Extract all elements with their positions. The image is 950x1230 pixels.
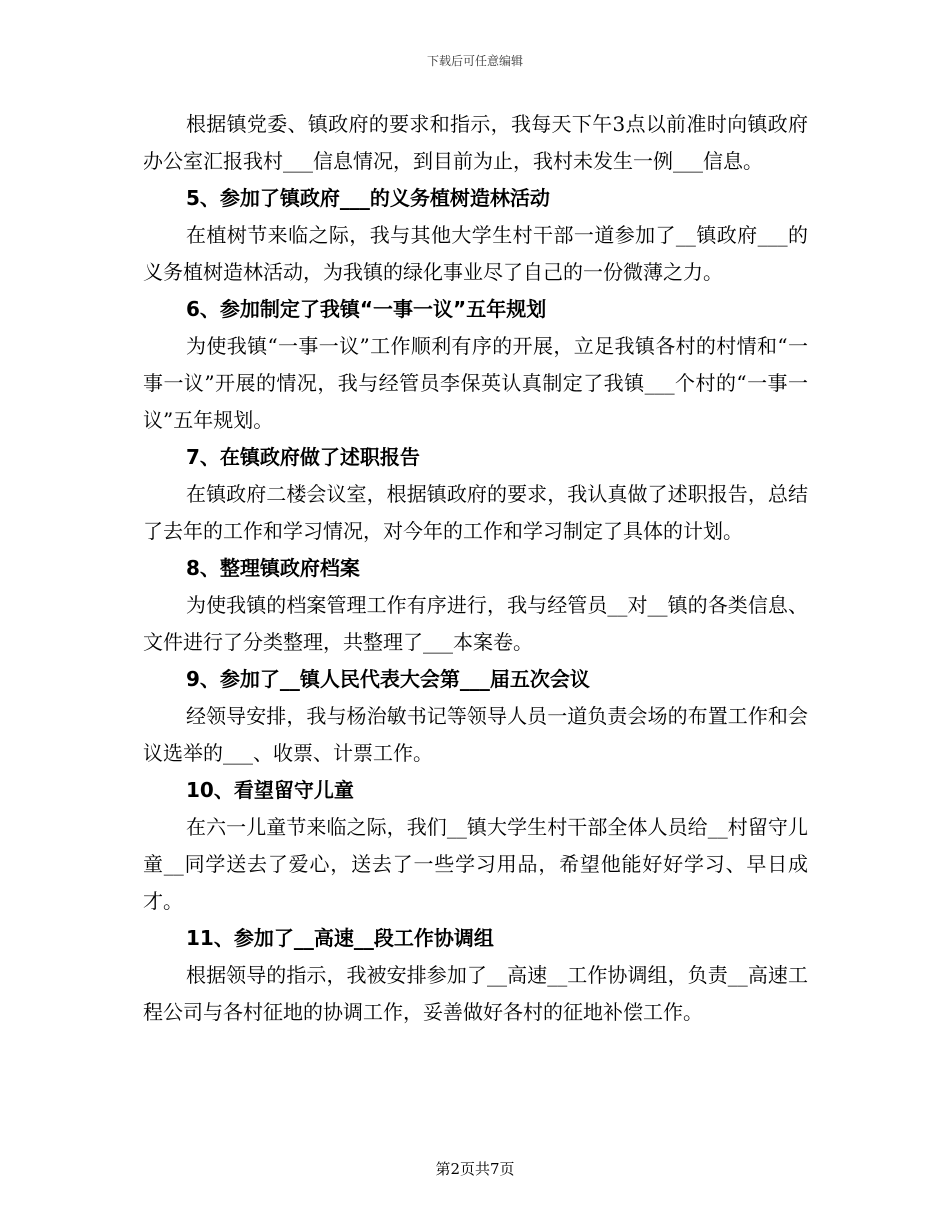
section-heading-6: 6、参加制定了我镇“一事一议”五年规划 [186, 297, 547, 321]
page-number: 第2页共7页 [435, 1160, 515, 1178]
section-heading-10: 10、看望留守儿童 [186, 778, 354, 802]
paragraph-9: 经领导安排，我与杨治敏书记等领导人员一道负责会场的布置工作和会议选举的___、收票、计票工作。 [143, 704, 808, 765]
section-heading-8: 8、整理镇政府档案 [186, 556, 360, 580]
paragraph-6: 为使我镇“一事一议”工作顺利有序的开展，立足我镇各村的村情和“一事一议”开展的情况，我与经管员李保英认真制定了我镇___个村的“一事一议”五年规划。 [143, 334, 808, 432]
paragraph-8: 为使我镇的档案管理工作有序进行，我与经管员__对__镇的各类信息、文件进行了分类整理，共整理了___本案卷。 [143, 593, 808, 654]
section-heading-11: 11、参加了__高速__段工作协调组 [186, 926, 494, 950]
paragraph-1: 根据镇党委、镇政府的要求和指示，我每天下午3点以前准时向镇政府办公室汇报我村___信息情况，到目前为止，我村未发生一例___信息。 [143, 112, 808, 173]
section-heading-5: 5、参加了镇政府___的义务植树造林活动 [186, 186, 550, 210]
section-heading-7: 7、在镇政府做了述职报告 [186, 445, 420, 469]
paragraph-7: 在镇政府二楼会议室，根据镇政府的要求，我认真做了述职报告，总结了去年的工作和学习情况，对今年的工作和学习制定了具体的计划。 [143, 482, 808, 543]
section-heading-9: 9、参加了__镇人民代表大会第___届五次会议 [186, 667, 590, 691]
document-body [143, 106, 808, 1031]
page-header: 下载后可任意编辑 [426, 54, 523, 68]
paragraph-10: 在六一儿童节来临之际，我们__镇大学生村干部全体人员给__村留守儿童__同学送去了爱心，送去了一些学习用品，希望他能好好学习、早日成才。 [143, 815, 808, 913]
paragraph-11: 根据领导的指示，我被安排参加了__高速__工作协调组，负责__高速工程公司与各村征地的协调工作，妥善做好各村的征地补偿工作。 [143, 963, 808, 1024]
paragraph-5: 在植树节来临之际，我与其他大学生村干部一道参加了__镇政府___的义务植树造林活动，为我镇的绿化事业尽了自己的一份微薄之力。 [143, 223, 808, 284]
